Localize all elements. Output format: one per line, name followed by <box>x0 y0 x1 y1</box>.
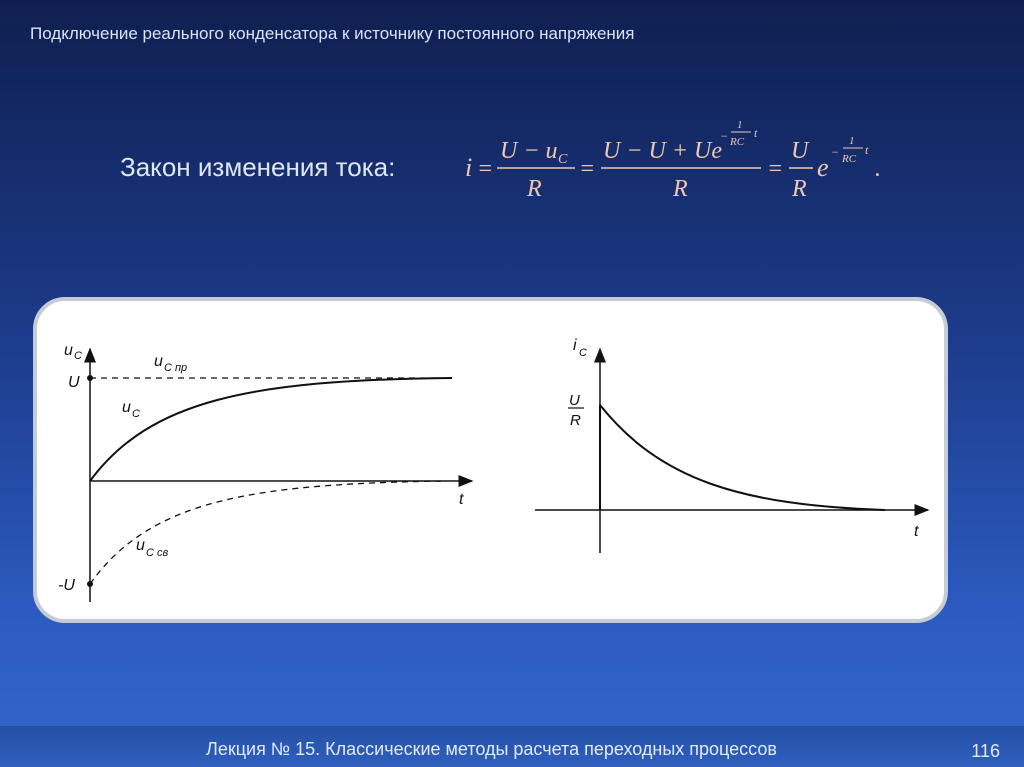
formula-frac1-num: U − u <box>500 138 558 164</box>
formula-frac2-num: U − U + Ue <box>603 138 723 164</box>
formula-eq-2: = <box>579 156 596 182</box>
formula-lhs: i <box>465 153 473 182</box>
right-x-axis-label: t <box>914 523 919 540</box>
left-free-curve <box>90 481 445 584</box>
formula-frac1-num-sub: C <box>558 152 568 167</box>
current-law-label: Закон изменения тока: <box>120 152 396 182</box>
formula-exp-num-1: 1 <box>737 119 743 131</box>
right-current-curve <box>600 405 885 510</box>
left-total-label: u <box>122 399 131 416</box>
formula-exp-var-1: t <box>754 126 758 140</box>
left-total-curve <box>90 378 452 481</box>
left-tick-neg-u: -U <box>58 577 75 594</box>
formula-eq-3: = <box>767 156 784 182</box>
page-number: 116 <box>971 741 1000 761</box>
left-forced-sub: C пр <box>164 362 188 374</box>
right-y-axis-sub: C <box>579 347 587 359</box>
left-u-dot <box>87 375 93 381</box>
left-tick-u: U <box>68 374 80 391</box>
formula-exp-minus-2: − <box>831 145 840 159</box>
left-free-label: u <box>136 537 145 554</box>
formula-frac3-num: U <box>791 138 809 164</box>
formula-frac2-den: R <box>673 176 688 202</box>
formula-exp-num-2: 1 <box>849 135 855 147</box>
lecture-footer: Лекция № 15. Классические методы расчета переходных процессов <box>206 739 777 759</box>
formula-exp-var-2: t <box>865 143 869 157</box>
left-free-sub: C св <box>146 547 169 559</box>
slide-title: Подключение реального конденсатора к источнику постоянного напряжения <box>30 24 635 43</box>
left-x-axis-label: t <box>459 491 464 508</box>
formula-exp-den-2: RC <box>842 153 857 165</box>
formula-eq-1: = <box>477 156 494 182</box>
left-y-axis-sub: C <box>74 350 82 362</box>
formula-e: e <box>817 153 829 182</box>
formula-exp-minus-1: − <box>720 129 729 143</box>
formula-frac3-den: R <box>792 176 807 202</box>
left-forced-label: u <box>154 353 163 370</box>
formula-end: . <box>875 156 881 182</box>
left-neg-u-dot <box>87 581 93 587</box>
right-tick-num: U <box>569 392 580 409</box>
right-y-axis-label: i <box>573 337 577 354</box>
left-total-sub: C <box>132 408 140 420</box>
formula-exp-den-1: RC <box>730 136 745 148</box>
left-y-axis-label: u <box>64 342 73 359</box>
formula-frac1-den: R <box>527 176 542 202</box>
right-tick-den: R <box>570 412 581 429</box>
